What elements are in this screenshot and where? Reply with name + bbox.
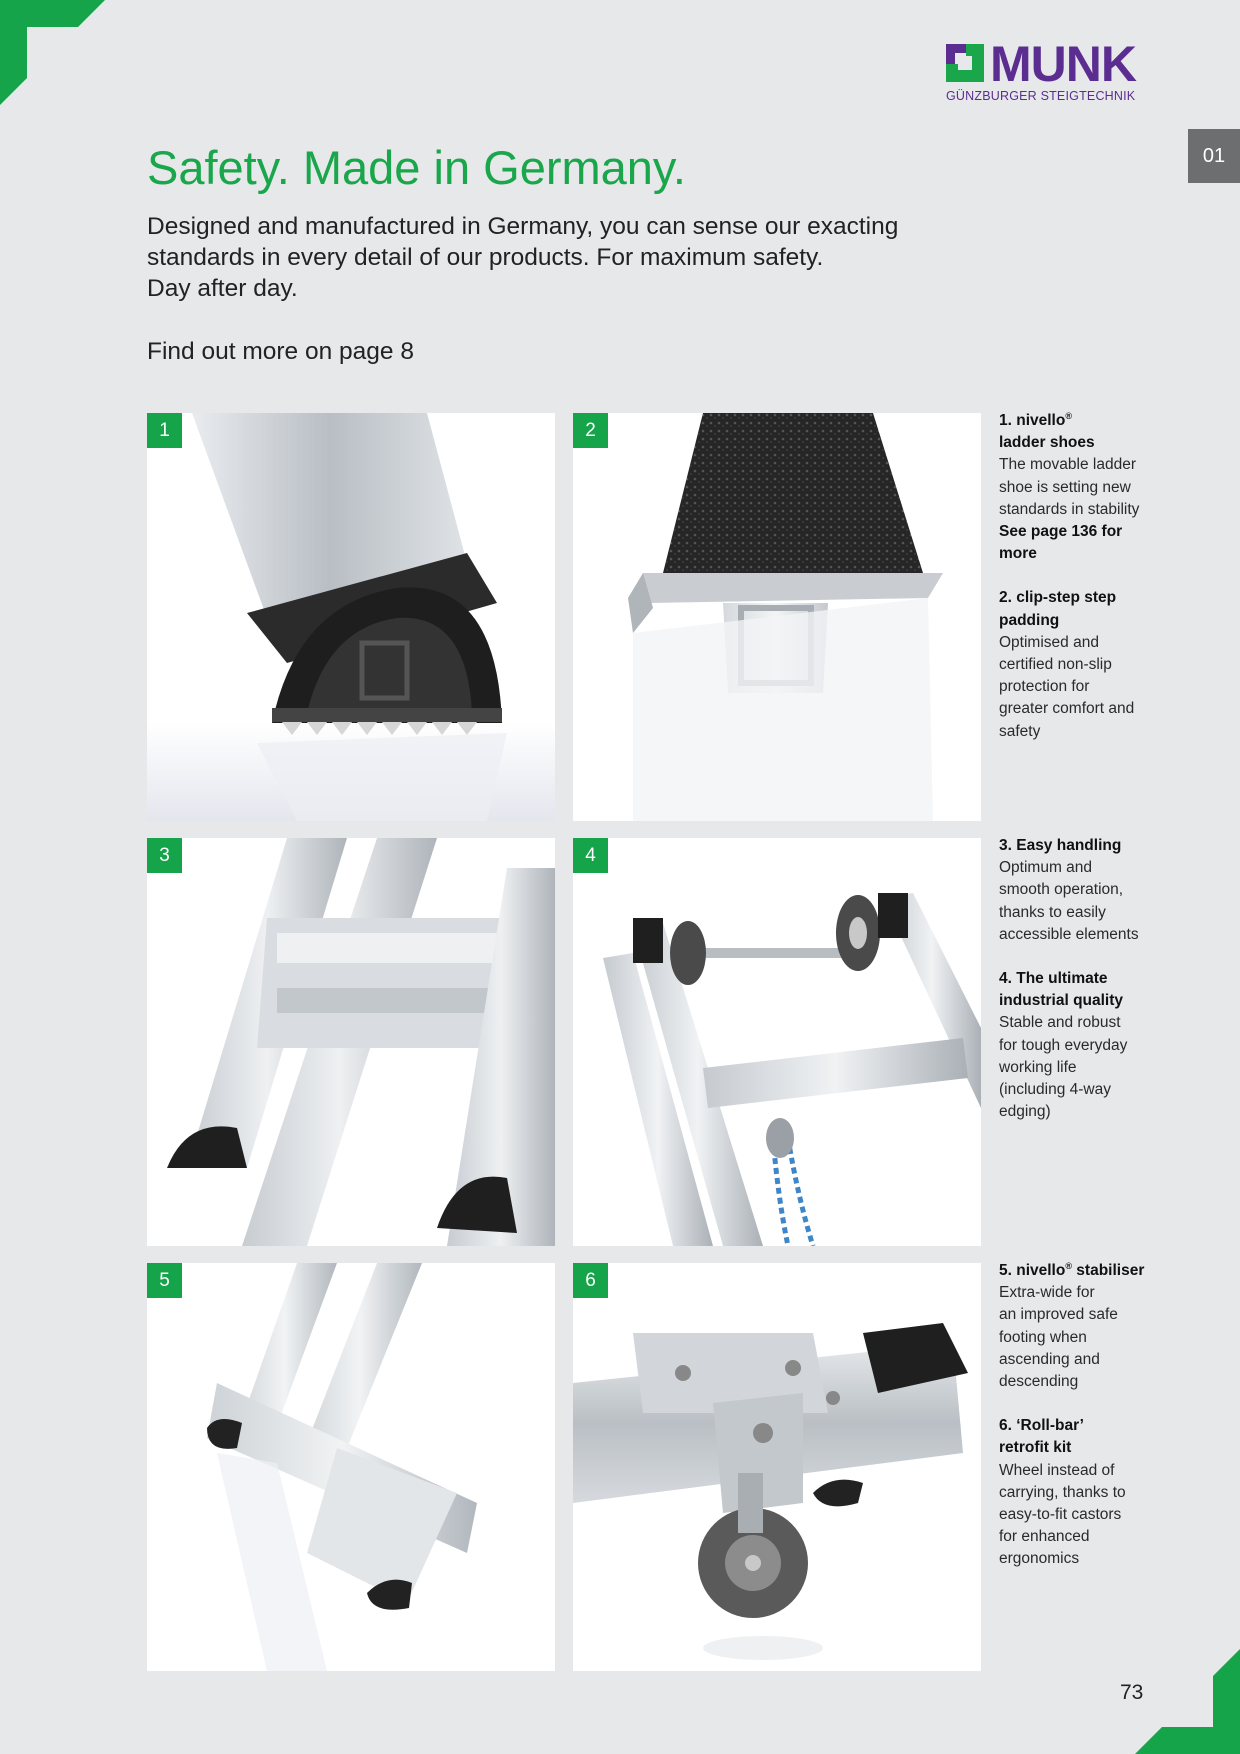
feature-6-text: Wheel instead of xyxy=(999,1461,1115,1479)
feature-1-text: The movable ladder xyxy=(999,456,1136,474)
castor-retrofit-photo-icon xyxy=(573,1263,981,1671)
feature-4-title: 4. The ultimate xyxy=(999,970,1108,988)
tile-number: 4 xyxy=(573,838,608,873)
photo-tile-5 xyxy=(147,1263,555,1671)
corner-decoration-top-left xyxy=(0,0,110,110)
feature-4-text: Stable and robust xyxy=(999,1014,1121,1032)
feature-4-text: for tough everyday xyxy=(999,1036,1128,1054)
feature-5-text: an improved safe xyxy=(999,1306,1118,1324)
intro-line: Designed and manufactured in Germany, you can sense our exacting xyxy=(147,213,899,240)
feature-5-title: 5. nivello® stabiliser xyxy=(999,1260,1145,1279)
page-title: Safety. Made in Germany. xyxy=(147,141,686,194)
feature-5-text: footing when xyxy=(999,1328,1087,1346)
feature-3-text: Optimum and xyxy=(999,859,1093,877)
feature-1-title: 1. nivello® xyxy=(999,410,1072,429)
feature-1-title-line2: ladder shoes xyxy=(999,434,1095,452)
stabiliser-photo-icon xyxy=(147,1263,555,1671)
tile-number: 2 xyxy=(573,413,608,448)
feature-list-1-2 xyxy=(999,410,1175,743)
brand-name: MUNK xyxy=(990,36,1136,92)
feature-2-title: 2. clip-step step xyxy=(999,589,1117,607)
corner-decoration-bottom-right xyxy=(1130,1644,1240,1754)
photo-tile-3 xyxy=(147,838,555,1246)
feature-6-text: easy-to-fit castors xyxy=(999,1506,1122,1524)
feature-2-title-line2: padding xyxy=(999,611,1060,629)
feature-1-link[interactable]: more xyxy=(999,545,1037,563)
feature-2-text: protection for xyxy=(999,678,1090,696)
brand-tagline: GÜNZBURGER STEIGTECHNIK xyxy=(946,89,1136,103)
more-info-link[interactable]: Find out more on page 8 xyxy=(147,338,414,365)
feature-list-3-4 xyxy=(999,835,1175,1123)
ladder-wheels-photo-icon xyxy=(573,838,981,1246)
feature-2-text: Optimised and xyxy=(999,633,1099,651)
feature-3-title: 3. Easy handling xyxy=(999,837,1122,854)
feature-2-text: safety xyxy=(999,722,1041,740)
feature-3-text: thanks to easily xyxy=(999,903,1106,921)
feature-list-5-6 xyxy=(999,1260,1175,1571)
feature-6-text: for enhanced xyxy=(999,1528,1090,1546)
feature-1-text: standards in stability xyxy=(999,500,1140,518)
tile-number: 1 xyxy=(147,413,182,448)
feature-6-text: ergonomics xyxy=(999,1550,1080,1568)
feature-6-title: 6. ‘Roll-bar’ xyxy=(999,1417,1084,1435)
feature-4-text: (including 4-way xyxy=(999,1081,1111,1099)
brand-logo xyxy=(946,36,1152,106)
page-number: 73 xyxy=(1120,1681,1144,1704)
feature-1-text: shoe is setting new xyxy=(999,478,1131,496)
munk-logo-icon xyxy=(946,44,984,82)
feature-4-title-line2: industrial quality xyxy=(999,992,1124,1010)
ladder-shoe-photo-icon xyxy=(147,413,555,821)
feature-4-text: working life xyxy=(999,1058,1077,1076)
photo-tile-2 xyxy=(573,413,981,821)
photo-tile-1 xyxy=(147,413,555,821)
feature-3-text: accessible elements xyxy=(999,925,1139,943)
intro-paragraph xyxy=(147,211,977,304)
feature-5-text: ascending and xyxy=(999,1350,1100,1368)
feature-4-text: edging) xyxy=(999,1103,1051,1121)
tile-number: 6 xyxy=(573,1263,608,1298)
intro-line: standards in every detail of our products. For maximum safety. xyxy=(147,244,824,271)
photo-tile-6 xyxy=(573,1263,981,1671)
feature-5-text: Extra-wide for xyxy=(999,1284,1095,1302)
feature-2-text: greater comfort and xyxy=(999,700,1135,718)
feature-1-link[interactable]: See page 136 for xyxy=(999,523,1123,541)
intro-line: Day after day. xyxy=(147,275,298,302)
tile-number: 5 xyxy=(147,1263,182,1298)
step-padding-photo-icon xyxy=(573,413,981,821)
feature-3-text: smooth operation, xyxy=(999,881,1124,899)
photo-tile-4 xyxy=(573,838,981,1246)
feature-5-text: descending xyxy=(999,1373,1079,1391)
feature-6-text: carrying, thanks to xyxy=(999,1483,1126,1501)
tile-number: 3 xyxy=(147,838,182,873)
feature-2-text: certified non-slip xyxy=(999,656,1112,674)
feature-6-title-line2: retrofit kit xyxy=(999,1439,1072,1457)
section-tab: 01 xyxy=(1188,129,1240,183)
ladder-joint-photo-icon xyxy=(147,838,555,1246)
